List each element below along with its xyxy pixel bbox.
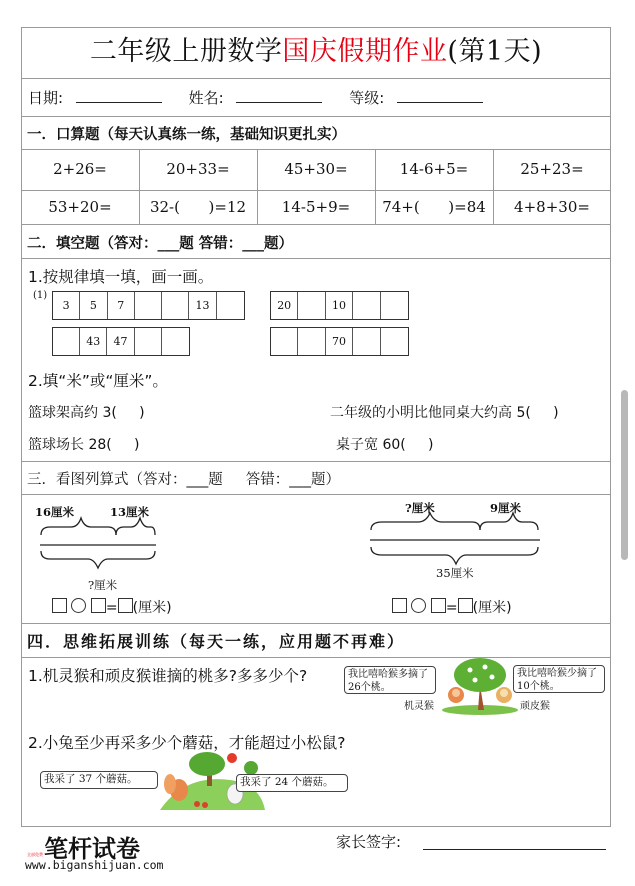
arith-cell: 32-( )=12 xyxy=(149,198,247,216)
seq-cell: 47 xyxy=(107,328,134,355)
arith-cell: 14-6+5= xyxy=(399,160,469,178)
arith-cell: 2+26= xyxy=(53,160,107,178)
answer-box[interactable] xyxy=(458,598,473,613)
seq-cell-input[interactable] xyxy=(298,292,325,319)
total-label: 35厘米 xyxy=(436,566,474,580)
q2-text: 2.小兔至少再采多少个蘑菇，才能超过小松鼠? xyxy=(28,734,346,752)
parent-sign-field[interactable] xyxy=(423,849,606,850)
divider xyxy=(21,78,611,79)
divider xyxy=(21,116,611,117)
name-label: 姓名: xyxy=(188,89,224,107)
sequence-a xyxy=(52,291,245,320)
grade-field[interactable] xyxy=(397,88,483,103)
speech-bubble: 我采了 37 个蘑菇。 xyxy=(40,771,158,789)
tree-monkeys-illustration xyxy=(440,655,520,715)
section4-heading: 四．思维拓展训练（每天一练，应用题不再难） xyxy=(27,632,406,651)
seq-cell-input[interactable] xyxy=(298,328,325,355)
monkey-name: 顽皮猴 xyxy=(520,701,550,712)
date-label: 日期: xyxy=(28,89,64,107)
parent-sign-label: 家长签字: xyxy=(336,833,402,851)
length-label: 9厘米 xyxy=(490,501,522,515)
speech-bubble: 我比嘻哈猴少摘了10个桃。 xyxy=(513,665,605,693)
q1-text: 1.机灵猴和顽皮猴谁摘的桃多?多多少个? xyxy=(28,667,308,685)
title-highlight: 国庆假期作业 xyxy=(282,36,448,67)
seq-cell: 10 xyxy=(326,292,353,319)
seq-cell-input[interactable] xyxy=(53,328,80,355)
q1-label: (1) xyxy=(33,290,48,301)
unit-item: 二年级的小明比他同桌大约高 5( ) xyxy=(330,405,559,421)
grade-label: 等级: xyxy=(349,89,385,107)
arith-cell: 14-5+9= xyxy=(281,198,351,216)
monkey-name: 机灵猴 xyxy=(404,701,434,712)
brace-diagram-left xyxy=(38,515,158,575)
sequence-d xyxy=(270,327,409,356)
sequence-b xyxy=(52,327,190,356)
length-label: 13厘米 xyxy=(110,505,150,519)
divider xyxy=(21,657,611,658)
unit-label: (厘米) xyxy=(472,600,512,616)
seq-cell-input[interactable] xyxy=(353,292,380,319)
seq-cell-input[interactable] xyxy=(381,292,408,319)
seq-cell-input[interactable] xyxy=(381,328,408,355)
free-tag: 全部免费 xyxy=(27,852,43,857)
seq-cell: 5 xyxy=(80,292,107,319)
unit-item: 篮球场长 28( ) xyxy=(28,437,140,453)
q2-text: 2.填“米”或“厘米”。 xyxy=(28,372,168,390)
seq-cell-input[interactable] xyxy=(353,328,380,355)
title-day: (第1天) xyxy=(447,36,543,67)
answer-box[interactable] xyxy=(431,598,446,613)
arith-cell: 4+8+30= xyxy=(514,198,590,216)
equation-right: = (厘米) xyxy=(392,597,512,617)
answer-box[interactable] xyxy=(118,598,133,613)
answer-box[interactable] xyxy=(91,598,106,613)
seq-cell: 3 xyxy=(53,292,80,319)
seq-cell-input[interactable] xyxy=(271,328,298,355)
speech-bubble: 我采了 24 个蘑菇。 xyxy=(236,774,348,792)
answer-box[interactable] xyxy=(52,598,67,613)
arith-cell: 74+( )=84 xyxy=(382,198,486,216)
unknown-label: ?厘米 xyxy=(405,501,435,515)
brand-url[interactable]: www.biganshijuan.com xyxy=(25,858,164,872)
arith-cell: 25+23= xyxy=(520,160,584,178)
seq-cell-input[interactable] xyxy=(135,328,162,355)
divider xyxy=(21,494,611,495)
arith-cell: 53+20= xyxy=(48,198,112,216)
unit-item: 桌子宽 60( ) xyxy=(336,437,434,453)
seq-cell-input[interactable] xyxy=(162,292,189,319)
arith-cell: 20+33= xyxy=(166,160,230,178)
unknown-label: ?厘米 xyxy=(88,578,118,592)
info-row xyxy=(28,87,483,108)
seq-cell-input[interactable] xyxy=(135,292,162,319)
sequence-c xyxy=(270,291,409,320)
seq-cell: 13 xyxy=(189,292,216,319)
divider xyxy=(21,461,611,462)
operator-circle[interactable] xyxy=(411,598,426,613)
title-text: 二年级上册数学 xyxy=(89,36,283,67)
equation-left: = (厘米) xyxy=(52,597,172,617)
speech-bubble: 我比嘻哈猴多摘了26个桃。 xyxy=(344,666,436,694)
section3-heading: 三．看图列算式（答对：___题 答错：___题） xyxy=(27,472,341,488)
seq-cell: 20 xyxy=(271,292,298,319)
seq-cell-input[interactable] xyxy=(217,292,244,319)
page-title xyxy=(21,30,611,74)
divider xyxy=(21,258,611,259)
seq-cell: 7 xyxy=(108,292,135,319)
brand-logo: 笔杆试卷 xyxy=(44,835,140,863)
date-field[interactable] xyxy=(76,88,162,103)
section1-heading: 一．口算题（每天认真练一练，基础知识更扎实） xyxy=(27,127,346,143)
divider xyxy=(21,623,611,624)
answer-box[interactable] xyxy=(392,598,407,613)
unit-item: 篮球架高约 3( ) xyxy=(28,405,145,421)
vertical-scrollbar[interactable] xyxy=(621,390,628,560)
unit-label: (厘米) xyxy=(132,600,172,616)
seq-cell: 70 xyxy=(326,328,353,355)
seq-cell: 43 xyxy=(80,328,107,355)
seq-cell-input[interactable] xyxy=(162,328,189,355)
name-field[interactable] xyxy=(236,88,322,103)
q1-text: 1.按规律填一填，画一画。 xyxy=(28,268,214,286)
length-label: 16厘米 xyxy=(35,505,75,519)
section2-heading: 二．填空题（答对：___题 答错：___题） xyxy=(27,236,294,252)
operator-circle[interactable] xyxy=(71,598,86,613)
brace-diagram-right xyxy=(368,510,548,570)
arith-cell: 45+30= xyxy=(284,160,348,178)
